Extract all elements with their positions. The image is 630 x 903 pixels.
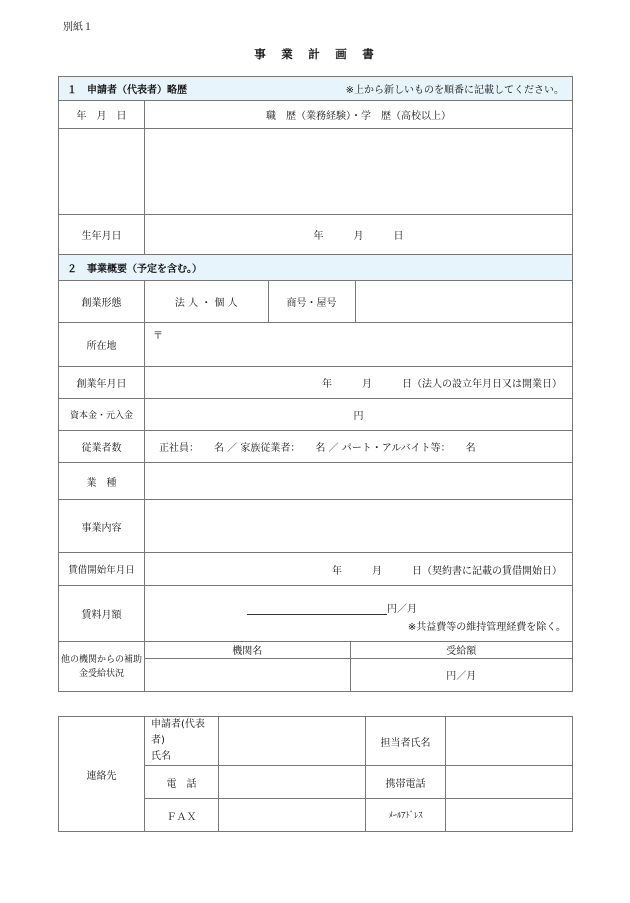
rent-note: ※共益費等の維持管理経費を除く。	[407, 622, 567, 633]
capital-field[interactable]: 円	[145, 399, 573, 431]
mobile-label: 携帯電話	[366, 766, 446, 799]
founding-date-field[interactable]: 年 月 日（法人の設立年月日又は開業日）	[145, 367, 573, 399]
content-label: 事業内容	[59, 500, 145, 553]
email-field[interactable]	[446, 799, 573, 832]
founding-label: 創業年月日	[59, 367, 145, 399]
location-field[interactable]	[145, 323, 573, 367]
history-detail-cell[interactable]	[145, 129, 573, 215]
business-plan-table	[58, 76, 573, 692]
phone-label: 電 話	[145, 766, 219, 799]
form-label: 創業形態	[59, 281, 145, 323]
subsidy-org-field[interactable]	[145, 658, 350, 691]
history-date-cell[interactable]	[59, 129, 145, 215]
col-date-header: 年 月 日	[59, 101, 145, 129]
applicant-label: 申請者(代表者) 氏名	[145, 717, 219, 766]
col-history-header: 職 歴（業務経験）・学 歴（高校以上）	[145, 101, 573, 129]
subsidy-col-org: 機関名	[145, 642, 350, 658]
content-field[interactable]	[145, 500, 573, 553]
rent-unit: 円／月	[387, 604, 417, 615]
attachment-label: 別紙１	[63, 22, 93, 33]
mobile-field[interactable]	[446, 766, 573, 799]
industry-label: 業 種	[59, 463, 145, 500]
subsidy-label: 他の機関からの補助金受給状況	[59, 642, 145, 692]
form-row	[145, 281, 572, 322]
employees-field[interactable]: 正社員： 名 ／ 家族従業者： 名 ／ パート・アルバイト等： 名	[145, 431, 573, 463]
page-title: 事 業 計 画 書	[254, 47, 376, 61]
phone-field[interactable]	[219, 766, 366, 799]
person-in-charge-label: 担当者氏名	[366, 717, 446, 766]
section1-note: ※上から新しいものを順番に記載してください。	[345, 85, 565, 96]
lease-start-field[interactable]: 年 月 日（契約書に記載の賃借開始日）	[145, 553, 573, 586]
industry-field[interactable]	[145, 463, 573, 500]
trade-name-label: 商号・屋号	[268, 281, 355, 322]
subsidy-col-amount: 受給額	[350, 642, 572, 658]
trade-name-field[interactable]	[355, 281, 572, 322]
location-label: 所在地	[59, 323, 145, 367]
fax-field[interactable]	[219, 799, 366, 832]
section1-header	[59, 77, 573, 101]
contact-label: 連絡先	[59, 717, 145, 832]
rent-label: 賃料月額	[59, 586, 145, 642]
subsidy-table	[145, 642, 572, 691]
rent-field[interactable]	[145, 594, 566, 615]
postal-mark: 〒	[153, 331, 163, 342]
birth-label: 生年月日	[59, 215, 145, 255]
rent-underline	[247, 603, 387, 615]
birth-date-field[interactable]: 年 月 日	[145, 215, 573, 255]
applicant-name-field[interactable]	[219, 717, 366, 766]
lease-start-label: 賃借開始年月日	[59, 553, 145, 586]
form-options[interactable]: 法 人 ・ 個 人	[145, 281, 268, 322]
contact-table	[58, 716, 573, 832]
fax-label: ＦＡＸ	[145, 799, 219, 832]
rent-cell	[145, 586, 573, 642]
capital-label: 資本金・元入金	[59, 399, 145, 431]
section2-heading: ２ 事業概要（予定を含む。）	[59, 255, 573, 281]
person-in-charge-field[interactable]	[446, 717, 573, 766]
email-label: ﾒｰﾙｱﾄﾞﾚｽ	[366, 799, 446, 832]
subsidy-amount-field[interactable]: 円／月	[446, 671, 477, 683]
employees-label: 従業者数	[59, 431, 145, 463]
section1-heading: １ 申請者（代表者）略歴	[67, 85, 187, 96]
